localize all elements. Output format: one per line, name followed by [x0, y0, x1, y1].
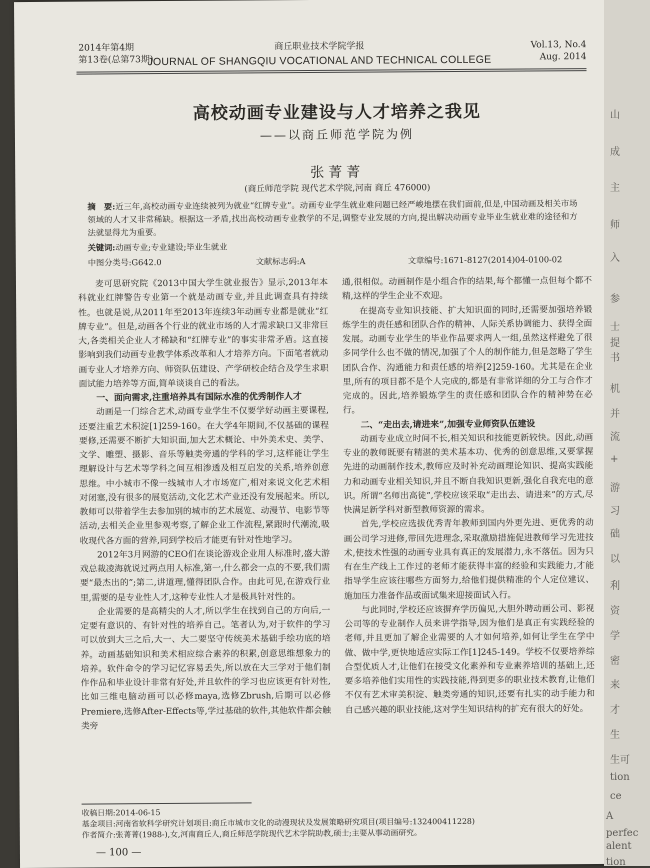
- volume-info: [526, 39, 586, 63]
- adjacent-page-fragment: 游: [610, 483, 620, 494]
- adjacent-page-fragment: tion: [606, 857, 626, 866]
- adjacent-page-fragment: ce: [610, 791, 622, 802]
- issue-year: 2014年第4期: [78, 43, 135, 54]
- adjacent-page-fragment: 并: [610, 409, 620, 420]
- body-column-right: [342, 274, 595, 717]
- adjacent-page-fragment: 流: [610, 432, 620, 443]
- body-paragraph: 在提高专业知识技能、扩大知识面的同时,还需要加强培养锻炼学生的责任感和团队合作的精神、人际关系协调能力、获得全面发展。动画专业学生的毕业作品要求两人一组,虽然这样避免了很多同学什么也不做的情况,加强了个人的制作能力,但是忽略了学生团队合作、沟通能力和责任感的培养[2]259-160。尤其是在企业里,所有的项目都不是个人完成的,都是有非常详细的分工与合作才完成的。因此,培养锻炼学生的责任感和团队合作的精神势在必行。: [342, 304, 593, 417]
- adjacent-page-fragment: 入: [610, 253, 620, 264]
- footnote-rule: [82, 802, 252, 804]
- keywords: [88, 238, 578, 254]
- document-code: 文献标志码:A: [255, 256, 306, 267]
- author-affiliation: (商丘师范学院 现代艺术学院,河南 商丘 476000): [244, 183, 431, 195]
- abstract-label: 摘 要:: [87, 201, 116, 212]
- abstract: [87, 197, 577, 239]
- page-number: — 100 —: [95, 847, 142, 859]
- adjacent-page-fragment: 成: [610, 147, 620, 158]
- article-subtitle: ——以商丘师范学院为例: [259, 127, 414, 143]
- body-paragraph: 首先,学校应选拔优秀青年教师到国内外更先进、更优秀的动画公司学习进修,带回先进理念,采取激励措施促进教师学习先进技术,使技术性强的动画专业具有真正的发展潜力,永不落伍。因为只有在生产线上工作过的老师才能获得丰富的经验和实践能力,才能指导学生应该往哪些方面努力,给他们提供精准的个人定位建议、施加压力准备作品或面试集来迎接面试入行。: [343, 518, 595, 602]
- body-paragraph: 动画是一门综合艺术,动画专业学生不仅要学好动画主要课程,还要注重艺术积淀[1]259-160。在大学4年期间,不仅基础的课程要修,还需要不断扩大知识面,加大艺术概论、中外美术史、美学、文学、雕塑、摄影、音乐等触类旁通的学科的学习,这样能让学生理解设计与艺术等学科之间互相渗透及相互启发的关系,培养创意思维。中小城市不像一线城市人才市场宽广,相对来说文化艺术相对闭塞,没有很多的展览活动,文化艺术产业还没有发展起来。所以,教师可以带着学生去参加别的城市的艺术展览、动漫节、电影节等活动,去相关企业里参观考察,了解企业工作流程,紧跟时代潮流,吸收现代各方面的营养,同到学校后才能更有针对性地学习。: [78, 406, 330, 547]
- journal-name-en: JOURNAL OF SHANGQIU VOCATIONAL AND TECHNICAL COLLEGE: [147, 53, 492, 69]
- adjacent-page-fragment: 才: [610, 705, 620, 716]
- adjacent-page-edge: [604, 0, 650, 866]
- adjacent-page-fragment: 机: [610, 384, 620, 395]
- body-paragraph: 2012年3月网游的CEO们在谈论游戏企业用人标准时,盛大游戏总裁凌海就说过两点用人标准,第一,什么都会一点的不要,我们需要“最杰出的”;第二,讲道理,懂得团队合作。由此可见,在游戏行业里,需要的是专业性人才,这种专业性人才是极具针对性的。: [79, 548, 331, 604]
- journal-name-cn: 商丘职业技术学院学报: [274, 41, 365, 53]
- adjacent-page-fragment: 师: [610, 220, 620, 231]
- adjacent-page-fragment: 学: [610, 631, 620, 642]
- journal-page: [14, 0, 614, 868]
- adjacent-page-fragment: 生: [610, 730, 620, 741]
- footnote-line: 收稿日期:2014-06-15: [81, 808, 161, 818]
- adjacent-page-fragment: A: [606, 811, 614, 822]
- issue-date: Aug. 2014: [539, 52, 587, 63]
- adjacent-page-fragment: 资: [610, 606, 620, 617]
- abstract-text: 近三年,高校动画专业连续被列为就业“红牌专业”。动画专业学生就业难问题已经严峻地摆在我们面前,但是,中国动画及相关市场领域的人才又非常稀缺。根据这一矛盾,找出高校动画专业教学的不足,调整专业发展的方向,提出解决动画专业毕业生就业难的途径和方法就显得尤为重要。: [87, 198, 578, 238]
- adjacent-page-fragment: 来: [610, 680, 620, 691]
- section-heading: 一、面向需求,注重培养具有国际水准的优秀制作人才: [96, 392, 302, 404]
- adjacent-page-fragment: 以: [610, 554, 620, 565]
- adjacent-page-fragment: 参: [610, 294, 620, 305]
- adjacent-page-fragment: 山: [610, 110, 620, 121]
- adjacent-page-fragment: +: [610, 454, 619, 465]
- keywords-text: 动画专业;专业建设;毕业生就业: [115, 241, 228, 253]
- footnote-line: 作者简介:张菁菁(1988-),女,河南商丘人,商丘师范学院现代艺术学院助教,硕士;主要从事动画研究。: [81, 828, 422, 840]
- footnote-line: 基金项目:河南省软科学研究计划项目:商丘市城市文化的动漫现状及发展策略研究项目(项目编号:132400411228): [81, 816, 475, 829]
- article-title: 高校动画专业建设与人才培养之我见: [192, 101, 481, 124]
- adjacent-page-fragment: 密: [610, 656, 620, 667]
- volume-number: Vol.13, No.4: [530, 40, 587, 51]
- section-heading: 二、“走出去,请进来”,加强专业师资队伍建设: [360, 418, 536, 431]
- journal-name: [147, 40, 492, 69]
- adjacent-page-fragment: alent: [606, 841, 632, 852]
- footnotes: [82, 804, 592, 841]
- adjacent-page-fragment: 础: [610, 529, 620, 540]
- article-number: 文章编号:1671-8127(2014)04-0100-02: [407, 254, 563, 266]
- adjacent-page-fragment: 提: [610, 338, 620, 349]
- body-column-left: [78, 276, 331, 734]
- adjacent-page-fragment: tion: [610, 772, 630, 783]
- adjacent-page-fragment: 利: [610, 581, 620, 592]
- clc-number: 中图分类号:G642.0: [87, 257, 162, 268]
- adjacent-page-fragment: 书: [610, 353, 620, 364]
- body-paragraph: 动画专业成立时间不长,相关知识和技能更新较快。因此,动画专业的教师既要有精湛的美术基本功、优秀的创意思维,又要掌握先进的动画制作技术,教师应及时补充动画理论知识、提高实践能力和动画专业相关知识,并且不断自我知识更新,强化自我充电的意识。所谓“名师出高徒”,学校应该采取“走出去、请进来”的方式,尽快满足新学科对新型教师资源的需求。: [343, 432, 594, 516]
- issue-volume: 第13卷(总第73期): [78, 55, 154, 66]
- adjacent-page-fragment: 士: [610, 322, 620, 333]
- adjacent-page-fragment: 生可: [610, 755, 630, 766]
- adjacent-page-fragment: 主: [610, 183, 620, 194]
- adjacent-page-fragment: perfec: [606, 828, 639, 839]
- body-paragraph: 与此同时,学校还应该摒弃学历偏见,大胆外聘动画公司、影视公司等的专业制作人员来讲学指导,因为他们是真正有实践经验的老师,并且更加了解企业需要的人才如何培养,如何让学生在学中做、做中学,更快地适应实际工作[1]245-149。学校不仅要培养综合型优质人才,让他们在接受文化素养和专业素养培训的基础上,还要多培养他们实用性的实践技能,得到更多的职业技术教育,让他们不仅有艺术审美积淀、触类旁通的知识,还要有扎实的动手能力和自己感兴趣的职业技能,这对学生知识结构的扩充有很大的好处。: [344, 603, 595, 716]
- adjacent-page-fragment: 习: [610, 506, 620, 517]
- body-paragraph: 通,很相似。动画制作是小组合作的结果,每个都懂一点但每个都不精,这样的学生企业不欢迎。: [341, 276, 593, 303]
- body-paragraph: 企业需要的是高精尖的人才,所以学生在找到自己的方向后,一定要有意识的、有针对性的培养自己。笔者认为,对于软件的学习可以放到大三之后,大一、大二要坚守传统美术基础手绘功底的培养。动画基础知识和美术相应综合素养的积累,创意思维想象力的培养。软件命令的学习记忆容易丢失,所以放在大三学对于他们制作作品和毕业设计非常有好处,并且软件的学习也应该更有针对性,比如三维电脑动画可以必修maya,选修Zbrush,后期可以必修Premiere,选修After-Effects等,学过基础的软件,其他软件都会触类旁: [80, 605, 331, 732]
- keywords-label: 关键词:: [87, 242, 116, 253]
- article-author: 张菁菁: [310, 164, 365, 182]
- body-paragraph: 麦可思研究院《2013中国大学生就业报告》显示,2013年本科就业红牌警告专业第一个就是动画专业,并且此调查具有持续性。也就是说,从2011年至2013年连续3年动画专业都是就业“红牌专业”。但是,动画各个行业的就业市场的人才需求缺口又非常巨大,各类相关企业人才稀缺和“红牌专业”的事实非常矛盾。这直接影响到我们动画专业教学体系改革和人才培养方向。下面笔者就动画专业人才培养方向、师资队伍建设、产学研校企结合及学生求职面试能力培养等方面,简单谈谈自己的看法。: [78, 277, 329, 390]
